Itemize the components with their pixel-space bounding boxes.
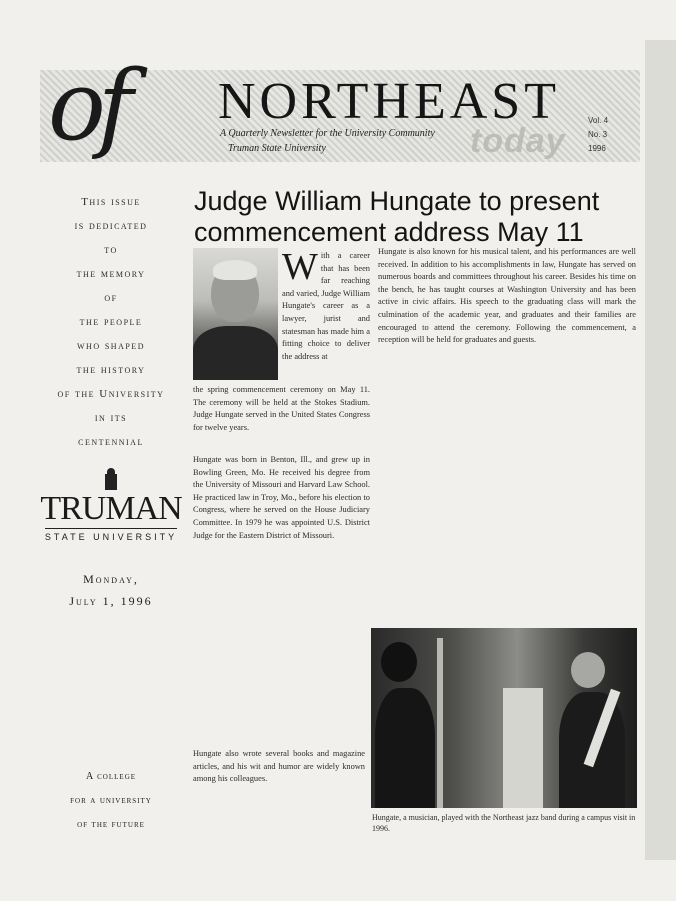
jazz-band-photo: [371, 628, 637, 808]
dedication-line: This issue: [81, 196, 141, 208]
dedication-line: of the University: [57, 388, 165, 400]
issue-line: 1996: [588, 144, 606, 153]
article-headline: Judge William Hungate to present commencement address May 11: [194, 186, 600, 247]
masthead-ghost-word: today: [470, 122, 566, 160]
article-text: ith a career that has been far reaching and varied, Judge William Hungate's career as a lawyer, jurist and statesman has made him a fitting choice to deliver the address at: [282, 251, 370, 361]
article-column-1-bottom: Hungate also wrote several books and magazine articles, and his wit and humor are widely known among his colleagues.: [193, 749, 365, 784]
dedication-line: who shaped: [77, 340, 145, 352]
issue-line: Vol. 4: [588, 116, 609, 125]
footer-line: for a university: [70, 795, 152, 806]
masthead-title: NORTHEAST: [218, 73, 560, 130]
date-line: July 1, 1996: [69, 594, 153, 608]
dedication-line: the memory: [76, 268, 146, 280]
publication-date: [36, 568, 186, 612]
article-column-1-full: the spring commencement ceremony on May 11. The ceremony will be held at the Stokes Stadium. Judge Hungate served in the United States Congress for twelve years.: [193, 385, 370, 432]
date-line: Monday,: [83, 572, 139, 586]
dedication-line: centennial: [78, 436, 144, 448]
dedication-line: in its: [94, 412, 128, 424]
dedication-line: of: [104, 292, 118, 304]
masthead-of-script: of: [48, 50, 126, 162]
dedication-line: to: [104, 244, 118, 256]
masthead-tagline-2: Truman State University: [228, 143, 326, 154]
masthead-tagline: A Quarterly Newsletter for the University Community: [220, 128, 435, 139]
issue-line: No. 3: [588, 130, 608, 139]
dedication-line: the history: [76, 364, 146, 376]
article-column-1-wrap: [282, 246, 370, 363]
dedication-line: is dedicated: [74, 220, 148, 232]
footer-line: of the future: [77, 819, 145, 830]
logo-divider: [45, 528, 177, 529]
sidebar-footer: [36, 765, 186, 837]
article-column-2: Hungate is also known for his musical talent, and his performances are well received. In addition to his accomplishments in law, Hungate has served on numerous boards and committees throughout his career. Besides his time on the bench, he has taught courses at Washington University and has been active in civic affairs. His speech to the graduating class will mark the culmination of the academic year, and graduates and their families are encouraged to attend the ceremony. Following the commencement, a reception will be held for graduates and guests.: [378, 247, 636, 345]
university-crest-icon: [102, 468, 120, 490]
photo-caption: Hungate, a musician, played with the Northeast jazz band during a campus visit in 1996.: [372, 813, 636, 833]
footer-line: A college: [85, 771, 137, 782]
adjacent-page-edge: [645, 40, 676, 860]
university-logo-subtitle: STATE UNIVERSITY: [44, 532, 178, 542]
hungate-portrait-photo: [193, 248, 278, 380]
university-logo-word: TRUMAN: [40, 490, 182, 527]
masthead-issue-info: [588, 114, 638, 156]
sidebar: [36, 190, 186, 850]
drop-cap: W: [282, 246, 318, 288]
article-column-1-lower: Hungate was born in Benton, Ill., and grew up in Bowling Green, Mo. He received his degree from the University of Missouri and Harvard Law School. He practiced law in Troy, Mo., before his election to Congress, where he served on the House Judiciary Committee. In 1979 he was appointed U.S. District Judge for the Eastern District of Missouri.: [193, 455, 370, 540]
dedication-line: the people: [79, 316, 143, 328]
dedication-block: [36, 190, 186, 454]
